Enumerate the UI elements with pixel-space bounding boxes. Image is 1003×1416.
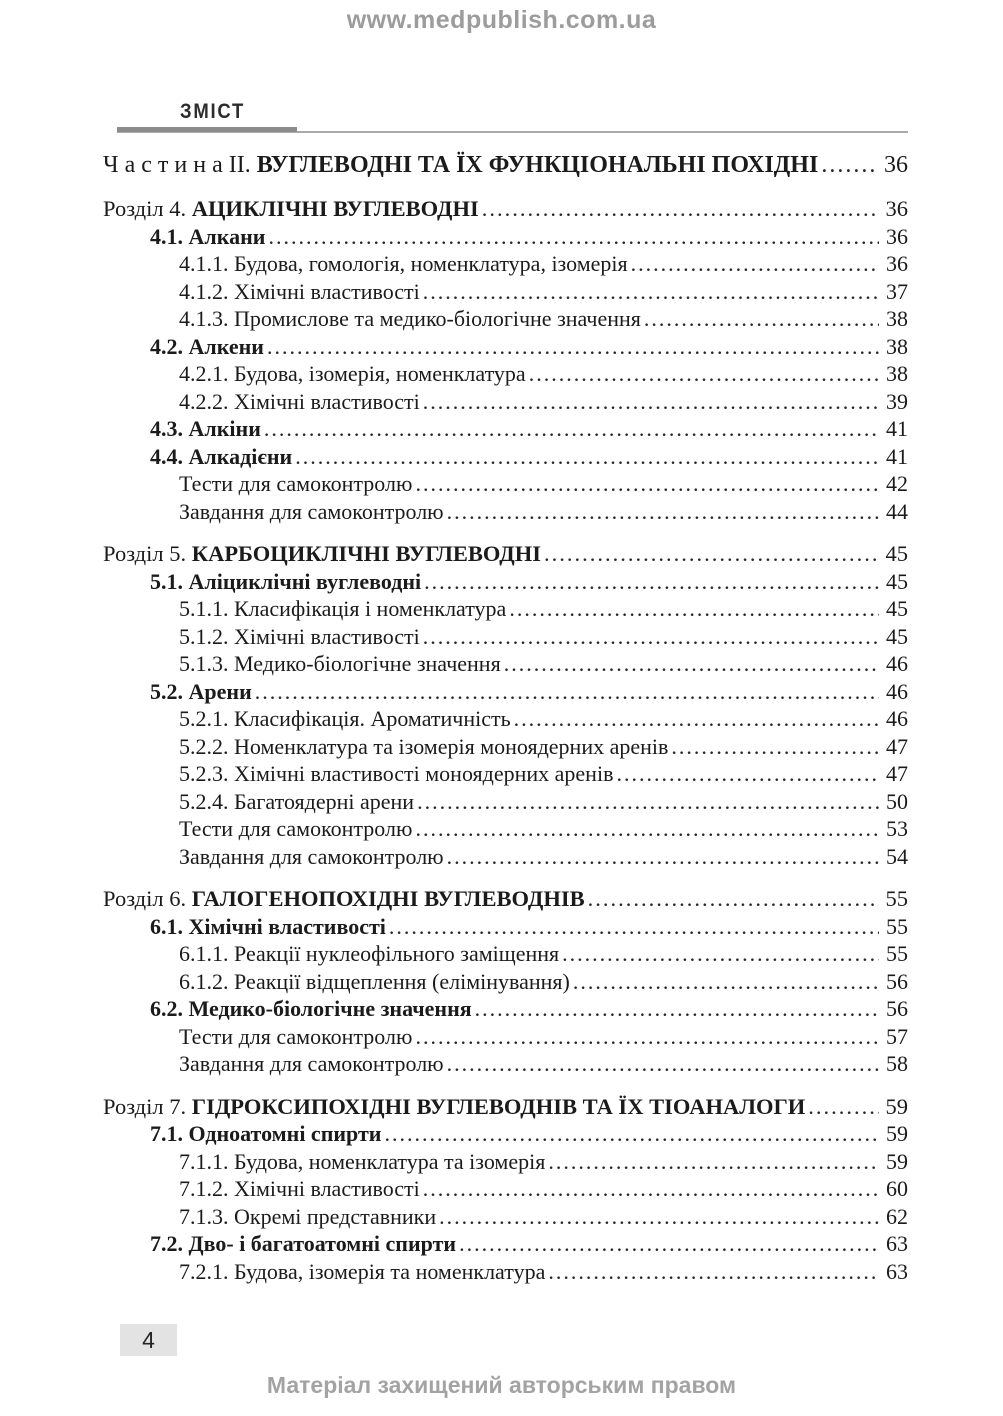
toc-entry [103,940,908,968]
toc-entry-prefix: Ч а с т и н а II. [103,152,257,178]
toc-entry-prefix: Розділ 4. [103,196,192,221]
dot-leader [548,1148,879,1176]
page-number-box [120,1324,177,1356]
toc-entry-label: Завдання для самоконтролю [179,1051,444,1076]
dot-leader [268,223,879,251]
toc-entry-page: 45 [885,541,908,566]
toc-entry-label [103,150,818,180]
dot-leader [447,1050,879,1078]
toc-entry-label: 7.2.1. Будова, ізомерія та номенклатура [179,1258,546,1284]
toc-entry-label: 5.2.1. Класифікація. Ароматичність [179,706,511,731]
dot-leader [514,705,879,733]
toc-section-heading [103,195,908,223]
dot-leader [389,913,879,941]
toc-entry-label [103,1093,805,1121]
toc-entry-page: 38 [886,333,908,359]
toc-entry-page: 39 [886,388,908,414]
toc-entry-page: 36 [884,152,908,178]
dot-leader [415,1023,879,1051]
toc-entry [103,760,908,788]
dot-leader [384,1120,879,1148]
title-rule-thick-segment [117,127,297,132]
toc-entry [103,705,908,733]
toc-entry-page: 36 [886,223,908,249]
toc-entry-page: 63 [886,1231,908,1256]
dot-leader [423,623,879,651]
toc-section-heading [103,1093,908,1121]
dot-leader [459,1230,879,1258]
toc-entry-page: 42 [886,471,908,496]
dot-leader [267,333,879,361]
toc-entry-label: 5.2.2. Номенклатура та ізомерія моноядерних аренів [179,733,669,759]
title-rule [117,127,908,133]
toc-entry-label: 4.2. Алкени [150,333,264,359]
toc-entry [103,1148,908,1176]
dot-leader [447,843,879,871]
dot-leader [644,305,879,333]
dot-leader [504,650,879,678]
toc-entry-label: 4.4. Алкадієни [150,443,293,469]
dot-leader [529,360,879,388]
toc-entry-page: 46 [886,678,908,704]
toc-entry-label: 5.1.3. Медико-біологічне значення [179,651,501,676]
toc-entry-title: АЦИКЛІЧНІ ВУГЛЕВОДНІ [191,196,479,221]
toc-entry-title: ГАЛОГЕНОПОХІДНІ ВУГЛЕВОДНІВ [191,886,585,911]
toc-entry-label: 4.1.3. Промислове та медико-біологічне значення [179,306,641,331]
dot-leader [544,540,879,568]
toc-entry [103,470,908,498]
toc-entry-page: 50 [886,788,908,814]
toc-entry [103,1175,908,1203]
toc-entry-label: Тести для самоконтролю [179,1023,413,1049]
toc-entry [103,843,908,871]
toc-entry-page: 46 [886,706,908,731]
toc-entry-page: 55 [885,886,908,911]
toc-entry-label: 6.1. Хімічні властивості [150,913,386,939]
toc-entry [103,968,908,996]
dot-leader [417,788,879,816]
toc-section [103,1093,908,1286]
toc-entry [103,1203,908,1231]
toc-entry-label: 5.2.3. Хімічні властивості моноядерних аренів [179,761,614,786]
toc-entry-label: 5.2.4. Багатоядерні арени [179,788,415,814]
toc-entry-label: 4.2.1. Будова, ізомерія, номенклатура [179,361,526,386]
toc-entry [103,678,908,706]
toc-entry-label [103,540,541,568]
toc-entry-page: 36 [886,251,908,276]
toc-entry-label: 4.2.2. Хімічні властивості [179,388,420,414]
toc-entry [103,1258,908,1286]
toc-entry-label: 4.1. Алкани [150,223,266,249]
toc-entry-label [103,195,479,223]
toc-entry-prefix: Розділ 5. [103,541,192,566]
dot-leader [562,940,879,968]
toc-section-heading [103,885,908,913]
dot-leader [447,498,879,526]
toc-entry [103,788,908,816]
toc-entry [103,250,908,278]
dot-leader [671,733,879,761]
toc-entry [103,568,908,596]
toc-entry [103,1120,908,1148]
toc-entry-label: 5.1.1. Класифікація і номенклатура [179,596,507,621]
toc-entry-page: 38 [886,306,908,331]
dot-leader [264,415,879,443]
toc-entry-label: 5.1. Аліциклічні вуглеводні [150,568,422,594]
toc-entry-prefix: Розділ 7. [103,1093,192,1119]
toc-entry-page: 56 [886,968,908,994]
toc-entry [103,443,908,471]
dot-leader [415,815,879,843]
toc-entry [103,333,908,361]
toc-section [103,540,908,870]
toc-entry-page: 47 [886,761,908,786]
toc-entry [103,388,908,416]
toc-entry-page: 54 [886,843,908,869]
dot-leader [588,885,879,913]
dot-leader [573,968,879,996]
toc-entry [103,1230,908,1258]
toc-entry-label: Тести для самоконтролю [179,471,413,496]
toc-entry-page: 36 [885,196,908,221]
toc-entry [103,223,908,251]
dot-leader [548,1258,879,1286]
toc-entry [103,995,908,1023]
toc-entry-page: 59 [885,1093,908,1119]
dot-leader [295,443,879,471]
toc-entry-label: 7.1. Одноатомні спирти [150,1121,382,1146]
dot-leader [616,760,879,788]
dot-leader [439,1203,879,1231]
toc-entry-label: 7.2. Дво- і багатоатомні спирти [150,1231,457,1256]
toc-entry-page: 53 [886,816,908,841]
toc-entry-label: 6.2. Медико-біологічне значення [150,996,472,1021]
dot-leader [415,470,879,498]
toc-entry [103,278,908,306]
toc-entry [103,1023,908,1051]
dot-leader [821,150,879,180]
toc-entry-page: 46 [886,651,908,676]
toc-entry-prefix: Розділ 6. [103,886,192,911]
dot-leader [631,250,879,278]
dot-leader [423,1175,879,1203]
toc-entry-title: КАРБОЦИКЛІЧНІ ВУГЛЕВОДНІ [191,541,542,566]
toc-entry-label: 7.1.1. Будова, номенклатура та ізомерія [179,1148,546,1174]
dot-leader [424,568,879,596]
toc-part-heading [103,150,908,180]
dot-leader [509,595,879,623]
toc-entry-title: ВУГЛЕВОДНІ ТА ЇХ ФУНКЦІОНАЛЬНІ ПОХІДНІ [256,152,819,178]
toc-entry [103,595,908,623]
dot-leader [808,1093,879,1121]
toc-entry-label: 5.2. Арени [150,678,252,704]
toc-entry-label: 4.3. Алкіни [150,416,261,441]
dot-leader [255,678,879,706]
dot-leader [423,278,879,306]
toc-entry-page: 57 [886,1023,908,1049]
toc-entry [103,623,908,651]
toc-entry-page: 38 [886,361,908,386]
toc-entry-page: 55 [886,913,908,939]
toc-entry-label: 7.1.2. Хімічні властивості [179,1176,420,1201]
toc-section-heading [103,540,908,568]
toc-entry-page: 63 [886,1258,908,1284]
toc-entry-label: 4.1.1. Будова, гомологія, номенклатура, ізомерія [179,251,628,276]
toc-entry-page: 60 [886,1176,908,1201]
toc-entry-label: 5.1.2. Хімічні властивості [179,623,420,649]
toc-entry-label: Завдання для самоконтролю [179,843,444,869]
toc-entry-page: 45 [886,623,908,649]
toc-entry [103,733,908,761]
toc-entry [103,360,908,388]
toc-entry-page: 41 [886,443,908,469]
watermark-url: www.medpublish.com.ua [346,6,657,34]
toc-entry-page: 45 [886,568,908,594]
toc-entry-page: 56 [886,996,908,1021]
toc-entry-page: 59 [886,1121,908,1146]
toc-entry-title: ГІДРОКСИПОХІДНІ ВУГЛЕВОДНІВ ТА ЇХ ТІОАНАЛОГИ [191,1093,806,1119]
toc-entry [103,650,908,678]
dot-leader [475,995,879,1023]
toc-entry [103,415,908,443]
dot-leader [482,195,879,223]
toc-section [103,885,908,1078]
toc-entry-label: 6.1.1. Реакції нуклеофільного заміщення [179,941,560,966]
toc-entry-page: 62 [886,1203,908,1229]
toc-entry-page: 47 [886,733,908,759]
toc-entry [103,498,908,526]
toc [103,150,908,1285]
toc-section [103,195,908,525]
toc-entry-page: 41 [886,416,908,441]
toc-entry-label: 6.1.2. Реакції відщеплення (елімінування) [179,968,570,994]
toc-entry-page: 59 [886,1148,908,1174]
page-title: ЗМІСТ [180,100,246,123]
toc-entry [103,305,908,333]
toc-entry-page: 44 [886,498,908,524]
toc-entry [103,913,908,941]
toc-entry-label: 4.1.2. Хімічні властивості [179,278,420,304]
toc-entry-label [103,885,585,913]
toc-entry-page: 55 [886,941,908,966]
dot-leader [423,388,879,416]
toc-entry-page: 45 [886,596,908,621]
toc-entry [103,815,908,843]
toc-entry-label: 7.1.3. Окремі представники [179,1203,437,1229]
toc-entry-label: Завдання для самоконтролю [179,498,444,524]
toc-entry-label: Тести для самоконтролю [179,816,413,841]
toc-entry [103,1050,908,1078]
toc-entry-page: 58 [886,1051,908,1076]
page-number: 4 [142,1326,155,1353]
copyright-notice: Матеріал захищений авторським правом [266,1372,737,1398]
toc-entry-page: 37 [886,278,908,304]
